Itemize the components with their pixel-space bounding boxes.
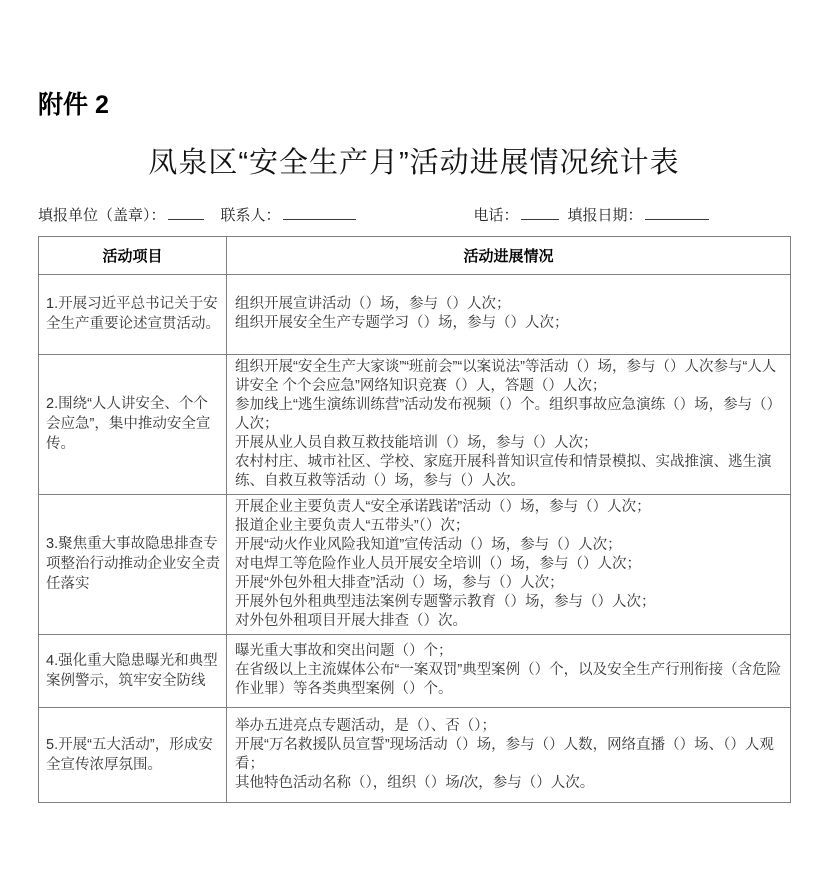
contact-field-group bbox=[221, 204, 356, 225]
table-header-row bbox=[39, 236, 791, 274]
progress-line: 报道企业主要负责人“五带头”（）次； bbox=[235, 517, 470, 534]
date-label: 填报日期： bbox=[567, 206, 643, 224]
table-row bbox=[39, 354, 791, 494]
progress-line: 开展“万名救援队员宣誓”现场活动（）场，参与（）人数，网络直播（）场、（）人观看； bbox=[235, 736, 774, 772]
attachment-label: 附件 2 bbox=[38, 91, 109, 119]
unit-field-group bbox=[38, 204, 204, 225]
phone-blank bbox=[521, 207, 559, 220]
progress-line: 对电焊工等危险作业人员开展安全培训（）场，参与（）人次； bbox=[235, 555, 641, 572]
progress-line: 农村村庄、城市社区、学校、家庭开展科普知识宣传和情景模拟、实战推演、逃生演练、自救互救等活动（）场，参与（）人次。 bbox=[235, 453, 772, 489]
progress-line: 组织开展安全生产专题学习（）场，参与（）人次； bbox=[235, 315, 569, 332]
activity-project-cell: 2.围绕“人人讲安全、个个会应急”，集中推动安全宣传。 bbox=[39, 354, 227, 494]
progress-line: 开展“动火作业风险我知道”宣传活动（）场，参与（）人次； bbox=[235, 536, 622, 553]
phone-field-group bbox=[474, 204, 559, 225]
header-activity-project: 活动项目 bbox=[39, 236, 227, 274]
progress-line: 组织开展“安全生产大家谈”“班前会”“以案说法”等活动（）场，参与（）人次参与“人人讲安全 个个会应急”网络知识竞赛（）人，答题（）人次； bbox=[235, 358, 777, 394]
progress-line: 开展企业主要负责人“安全承诺践诺”活动（）场，参与（）人次； bbox=[235, 498, 651, 515]
activity-progress-cell bbox=[227, 634, 791, 707]
activity-project-cell: 5.开展“五大活动”，形成安全宣传浓厚氛围。 bbox=[39, 707, 227, 802]
progress-line: 参加线上“逃生演练训练营”活动发布视频（）个。组织事故应急演练（）场，参与（）人次； bbox=[235, 396, 782, 432]
table-row bbox=[39, 707, 791, 802]
statistics-table bbox=[38, 236, 791, 803]
unit-label: 填报单位（盖章）： bbox=[38, 206, 166, 224]
activity-project-cell: 4.强化重大隐患曝光和典型案例警示，筑牢安全防线 bbox=[39, 634, 227, 707]
contact-blank bbox=[283, 207, 356, 220]
activity-progress-cell bbox=[227, 354, 791, 494]
progress-line: 组织开展宣讲活动（）场，参与（）人次； bbox=[235, 296, 511, 313]
header-activity-progress: 活动进展情况 bbox=[227, 236, 791, 274]
progress-line: 曝光重大事故和突出问题（）个； bbox=[235, 643, 453, 660]
activity-progress-cell bbox=[227, 274, 791, 354]
progress-line: 开展“外包外租大排查”活动（）场，参与（）人次； bbox=[235, 574, 564, 591]
contact-label: 联系人： bbox=[220, 206, 281, 224]
table-row bbox=[39, 634, 791, 707]
progress-line: 在省级以上主流媒体公布“一案双罚”典型案例（）个，以及安全生产行刑衔接（含危险作业罪）等各类典型案例（）个。 bbox=[235, 662, 782, 698]
activity-progress-cell bbox=[227, 494, 791, 634]
progress-line: 举办五进亮点专题活动，是（）、否（）； bbox=[235, 717, 496, 734]
progress-line: 开展外包外租典型违法案例专题警示教育（）场，参与（）人次； bbox=[235, 593, 656, 610]
table-row bbox=[39, 494, 791, 634]
date-field-group bbox=[568, 204, 709, 225]
table-body bbox=[39, 274, 791, 802]
activity-project-cell: 1.开展习近平总书记关于安全生产重要论述宣贯活动。 bbox=[39, 274, 227, 354]
date-blank bbox=[645, 207, 709, 220]
progress-line: 对外包外租项目开展大排查（）次。 bbox=[235, 612, 467, 629]
activity-project-cell: 3.聚焦重大事故隐患排查专项整治行动推动企业安全责任落实 bbox=[39, 494, 227, 634]
unit-blank bbox=[168, 207, 204, 220]
phone-label: 电话： bbox=[473, 206, 519, 224]
page-title: 凤泉区“安全生产月”活动进展情况统计表 bbox=[148, 146, 680, 179]
activity-progress-cell bbox=[227, 707, 791, 802]
table-row bbox=[39, 274, 791, 354]
progress-line: 其他特色活动名称（），组织（）场/次，参与（）人次。 bbox=[235, 774, 595, 791]
progress-line: 开展从业人员自救互救技能培训（）场，参与（）人次； bbox=[235, 434, 598, 451]
form-fields-row bbox=[38, 204, 790, 225]
